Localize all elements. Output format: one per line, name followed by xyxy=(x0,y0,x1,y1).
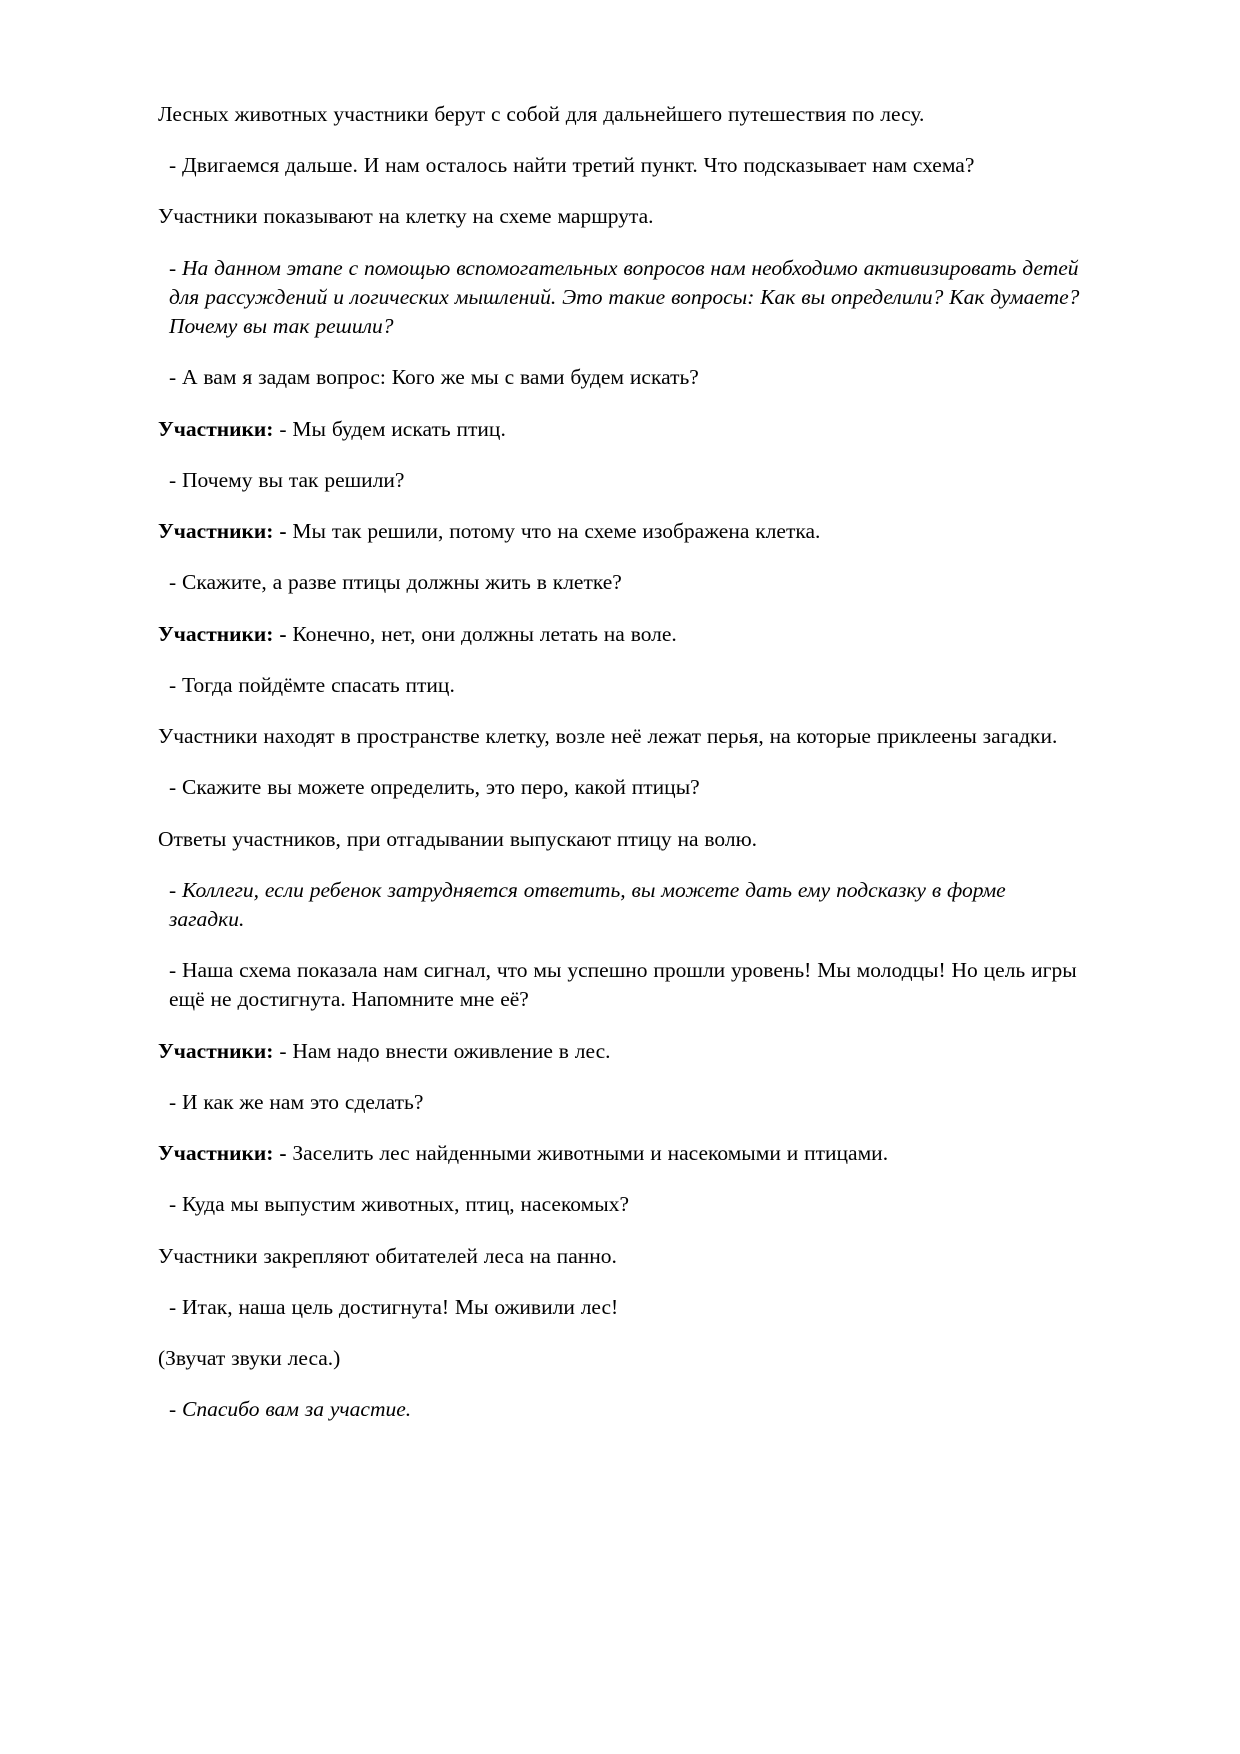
paragraph: - Наша схема показала нам сигнал, что мы успешно прошли уровень! Мы молодцы! Но цель игры ещё не достигнута. Напомните мне её? xyxy=(169,958,1077,1012)
paragraph: - Итак, наша цель достигнута! Мы оживили лес! xyxy=(169,1294,619,1319)
paragraph: Участники закрепляют обитателей леса на панно. xyxy=(158,1243,617,1268)
paragraph: - А вам я задам вопрос: Кого же мы с вами будем искать? xyxy=(169,365,699,390)
paragraph-dialogue xyxy=(158,1139,1082,1168)
speaker-line: Заселить лес найденными животными и насекомыми и птицами. xyxy=(286,1141,889,1166)
paragraph-note: - На данном этапе с помощью вспомогательных вопросов нам необходимо активизировать детей для рассуждений и логических мышлений. Это такие вопросы: Как вы определили? Как думаете? Почему вы так решили? xyxy=(169,255,1080,339)
paragraph: - Скажите вы можете определить, это перо, какой птицы? xyxy=(169,775,700,800)
speaker-line: Конечно, нет, они должны летать на воле. xyxy=(286,621,677,646)
paragraph: - Двигаемся дальше. И нам осталось найти третий пункт. Что подсказывает нам схема? xyxy=(169,153,975,178)
paragraph: Участники находят в пространстве клетку, возле неё лежат перья, на которые приклеены загадки. xyxy=(158,724,1058,749)
speaker-label: Участники: - xyxy=(158,1141,287,1166)
paragraph: Ответы участников, при отгадывании выпускают птицу на волю. xyxy=(158,826,758,851)
paragraph-note: - Спасибо вам за участие. xyxy=(169,1397,412,1422)
paragraph: - Тогда пойдёмте спасать птиц. xyxy=(169,672,455,697)
paragraph: - Скажите, а разве птицы должны жить в клетке? xyxy=(169,570,622,595)
speaker-line: Мы так решили, потому что на схеме изображена клетка. xyxy=(286,519,821,544)
document-body xyxy=(158,100,1082,1425)
speaker-line: - Мы будем искать птиц. xyxy=(273,416,506,441)
speaker-label: Участники: xyxy=(158,416,274,441)
speaker-label: Участники: xyxy=(158,1038,274,1063)
paragraph-dialogue xyxy=(158,415,1082,444)
paragraph: - И как же нам это сделать? xyxy=(169,1089,424,1114)
paragraph: Участники показывают на клетку на схеме маршрута. xyxy=(158,204,654,229)
paragraph: - Почему вы так решили? xyxy=(169,467,405,492)
paragraph: (Звучат звуки леса.) xyxy=(158,1346,341,1371)
paragraph-note: - Коллеги, если ребенок затрудняется ответить, вы можете дать ему подсказку в форме загадки. xyxy=(169,877,1006,931)
paragraph-dialogue xyxy=(158,620,1082,649)
paragraph-dialogue xyxy=(158,1037,1082,1066)
speaker-label: Участники: - xyxy=(158,519,287,544)
speaker-label: Участники: - xyxy=(158,621,287,646)
paragraph: - Куда мы выпустим животных, птиц, насекомых? xyxy=(169,1192,629,1217)
paragraph: Лесных животных участники берут с собой для дальнейшего путешествия по лесу. xyxy=(158,102,925,126)
paragraph-dialogue xyxy=(158,517,1082,546)
speaker-line: - Нам надо внести оживление в лес. xyxy=(273,1038,611,1063)
